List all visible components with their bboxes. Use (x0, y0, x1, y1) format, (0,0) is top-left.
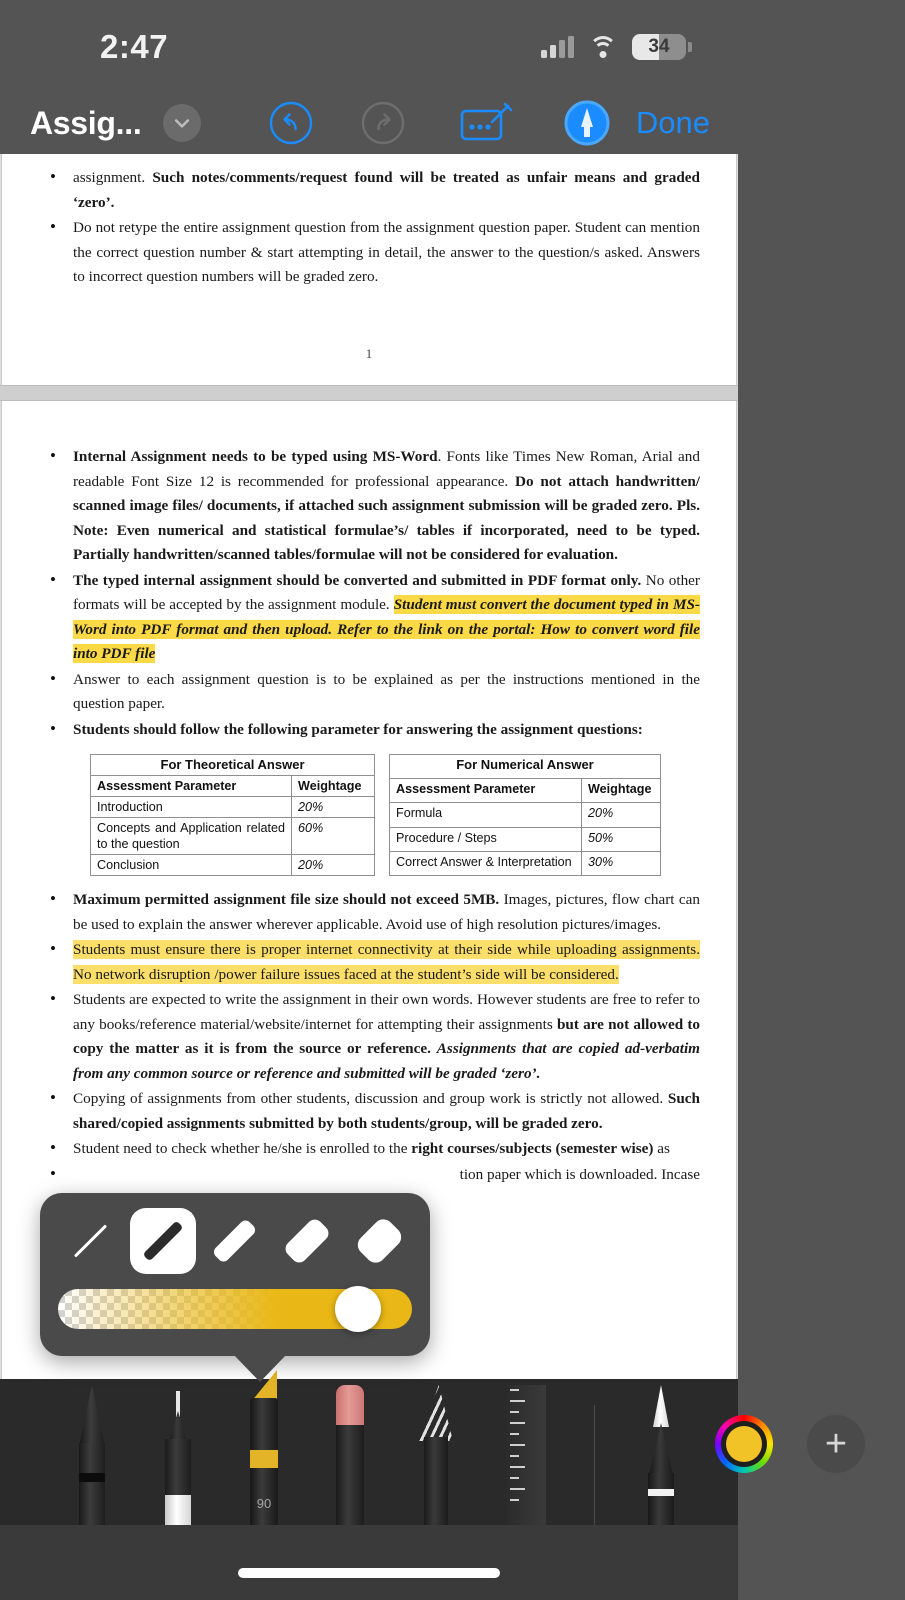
cell: 20% (292, 855, 375, 876)
paragraph (38, 1087, 700, 1136)
markup-scribble-icon[interactable] (456, 96, 518, 150)
text-run: Internal Assignment needs to be typed using MS-Word (73, 448, 438, 465)
markup-stroke-popover (40, 1193, 430, 1356)
paragraph (38, 668, 700, 717)
numerical-answer-table (389, 754, 661, 876)
document-page-1 (1, 154, 737, 385)
table-title: For Numerical Answer (390, 755, 661, 779)
paragraph (38, 445, 700, 568)
text-run: Assignments that are copied ad-verbatim from any common source or reference and submitted will be graded ‘zero’. (73, 1040, 700, 1082)
nav-actions (260, 96, 738, 150)
text-run: Copying of assignments from other students, discussion and group work is strictly not allowed. (73, 1090, 668, 1107)
stroke-width-thick[interactable] (274, 1208, 340, 1274)
status-time: 2:47 (100, 28, 169, 65)
cell: Correct Answer & Interpretation (390, 851, 582, 875)
markup-toolbar (0, 1379, 848, 1525)
paragraph (38, 988, 700, 1086)
assessment-tables (90, 754, 700, 876)
table-row (91, 855, 375, 876)
paragraph (38, 166, 700, 215)
paragraph (38, 1163, 700, 1188)
table-title: For Theoretical Answer (91, 755, 375, 776)
pencil-tool[interactable] (72, 1385, 112, 1525)
stroke-width-extra-thick[interactable] (347, 1208, 413, 1274)
battery-percent: 34 (648, 36, 670, 57)
cell: Introduction (91, 797, 292, 818)
popover-tail (233, 1354, 287, 1382)
document-title: Assig... (30, 104, 142, 141)
add-color-button[interactable]: + (807, 1415, 865, 1473)
opacity-slider-knob[interactable] (335, 1286, 381, 1332)
theoretical-answer-table (90, 754, 375, 876)
text-run: Students are expected to write the assignment in their own words. However students are free to refer to any books/reference material/website/internet for attempting their assignments (73, 991, 700, 1033)
column-header: Assessment Parameter (91, 776, 292, 797)
color-wheel-button[interactable] (715, 1415, 773, 1473)
wifi-icon (588, 36, 618, 58)
text-run: Answer to each assignment question is to be explained as per the instructions mentioned in the question paper. (73, 670, 700, 712)
paragraph (38, 1137, 700, 1162)
column-header: Assessment Parameter (390, 779, 582, 803)
text-run: Maximum permitted assignment file size should not exceed 5MB. (73, 891, 500, 908)
cell: Conclusion (91, 855, 292, 876)
cell: 20% (292, 797, 375, 818)
battery-icon (632, 34, 686, 60)
column-header: Weightage (292, 776, 375, 797)
eraser-tool[interactable] (330, 1385, 370, 1525)
lasso-tool[interactable] (416, 1385, 456, 1525)
home-indicator[interactable] (238, 1568, 500, 1578)
paragraph (38, 718, 700, 743)
text-run: . Fonts like Times New Roman, Arial and readable Font Size 12 is recommended for professional appearance. (73, 448, 700, 490)
opacity-slider[interactable] (58, 1289, 412, 1329)
cell: 60% (292, 818, 375, 855)
text-run: but are not allowed to copy the matter as it is from the source or reference. (73, 1015, 700, 1057)
paragraph (38, 888, 700, 937)
text-run: Do not retype the entire assignment question from the assignment question paper. Student can mention the correct question number & start attempting in detail, the answer to the question/s asked. Answers to incorrect question numbers will be graded zero. (73, 219, 700, 285)
table-row (91, 797, 375, 818)
stroke-width-thin[interactable] (130, 1208, 196, 1274)
text-run: as (653, 1140, 670, 1157)
cell: Formula (390, 803, 582, 827)
cell: Concepts and Application related to the question (91, 818, 292, 855)
text-run: Such shared/copied assignments submitted by both students/group, will be graded zero. (73, 1090, 700, 1132)
cellular-signal-icon (541, 36, 574, 58)
text-run: The typed internal assignment should be converted and submitted in PDF format only. (73, 571, 642, 589)
status-indicators (541, 34, 686, 60)
highlighter-tool[interactable] (244, 1370, 284, 1525)
stroke-width-medium[interactable] (202, 1208, 268, 1274)
ruler-tool[interactable] (502, 1385, 542, 1525)
stroke-width-options (40, 1193, 430, 1289)
paragraph (38, 569, 700, 667)
highlighted-text: Students must ensure there is proper internet connectivity at their side while uploading assignments. No network disruption /power failure issues faced at the student’s side will be considered. (73, 941, 700, 983)
page-number: 1 (365, 345, 373, 361)
table-row (390, 851, 661, 875)
stroke-width-extra-thin[interactable] (57, 1208, 123, 1274)
chevron-down-icon[interactable] (163, 104, 201, 142)
column-header: Weightage (582, 779, 661, 803)
annotate-pen-icon[interactable] (556, 96, 618, 150)
pointer-tool[interactable] (641, 1385, 681, 1525)
highlighter-opacity-label: 90 (256, 1496, 272, 1511)
undo-icon[interactable] (260, 96, 322, 150)
text-run: Images, pictures, flow chart can be used to explain the answer wherever applicable. Avoid use of high resolution pictures/images. (73, 891, 700, 933)
text-run: Such notes/comments/request found will be treated as unfair means and graded ‘zero’. (73, 169, 700, 211)
page-separator (0, 385, 738, 401)
redo-icon (352, 96, 414, 150)
text-run: tion paper which is downloaded. Incase (459, 1165, 700, 1183)
cell: 20% (582, 803, 661, 827)
home-indicator-area (0, 1525, 738, 1600)
text-run: Student need to check whether he/she is enrolled to the (73, 1140, 412, 1157)
current-color-swatch (726, 1426, 762, 1462)
cell: Procedure / Steps (390, 827, 582, 851)
navigation-bar (0, 92, 738, 154)
paragraph (38, 938, 700, 987)
tool-list (0, 1370, 681, 1525)
done-button[interactable]: Done (635, 105, 710, 140)
text-run: Do not attach handwritten/ scanned image files/ documents, if attached such assignment submission will be graded zero. Pls. Note: Even numerical and statistical formulae’s/ tables if incorporated, need to be typed. Partially handwritten/scanned tables/formulae will not be considered for evaluation. (73, 472, 700, 563)
text-run: assignment. (73, 169, 153, 186)
table-row (91, 818, 375, 855)
text-run: No other formats will be accepted by the assignment module. (73, 571, 700, 613)
text-run: right courses/subjects (semester wise) (411, 1140, 654, 1157)
cell: 30% (582, 851, 661, 875)
toolbar-divider (594, 1405, 595, 1525)
highlighted-text: Student must convert the document typed in MS-Word into PDF format and then upload. Refer to the link on the portal: How to convert word file into PDF file (73, 596, 700, 662)
pen-tool[interactable] (158, 1385, 198, 1525)
color-controls (681, 1415, 905, 1525)
status-bar (0, 0, 738, 92)
paragraph (38, 216, 700, 290)
cell: 50% (582, 827, 661, 851)
page1-content (38, 166, 700, 366)
table-row (390, 827, 661, 851)
text-run: Students should follow the following parameter for answering the assignment questions: (73, 720, 643, 738)
page2-content (38, 445, 700, 1187)
table-row (390, 803, 661, 827)
